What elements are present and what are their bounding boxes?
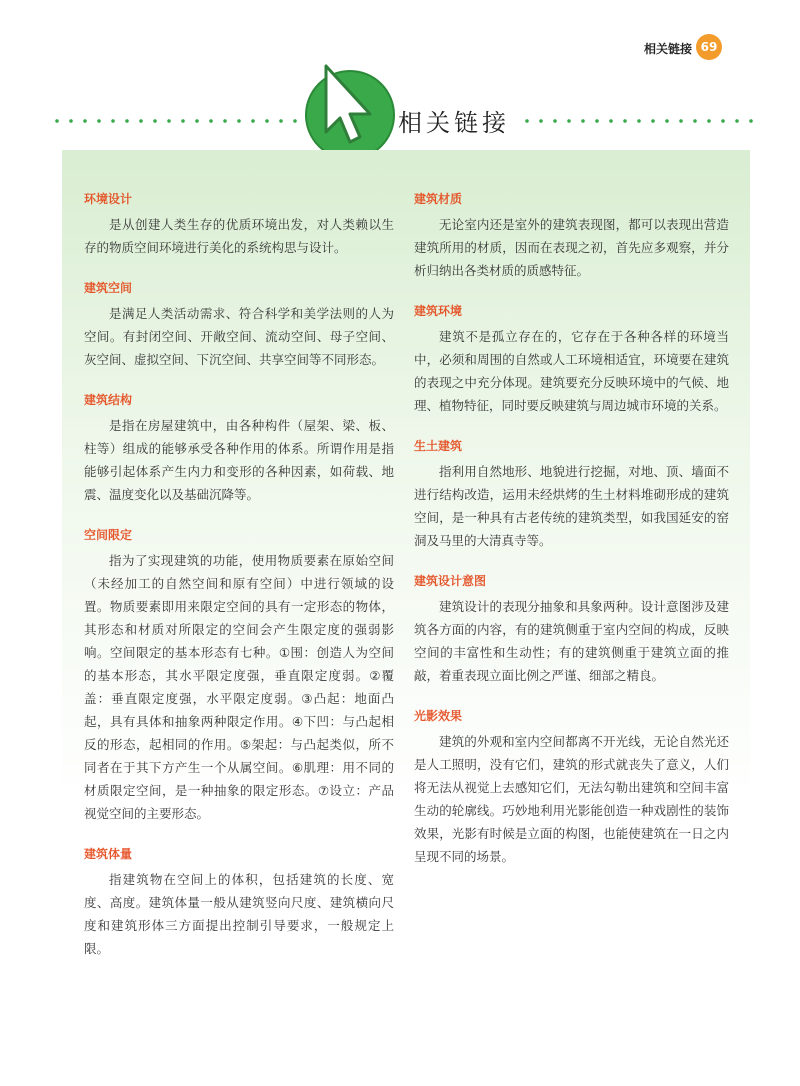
cursor-arrow-icon <box>320 62 380 148</box>
entry-body: 指建筑物在空间上的体积，包括建筑的长度、宽度、高度。建筑体量一般从建筑竖向尺度、建筑横向尺度和建筑形体三方面提出控制引导要求，一般规定上限。 <box>84 872 394 956</box>
entry-earth-architecture <box>414 437 729 552</box>
entry-title: 生土建筑 <box>414 439 463 453</box>
entry-building-volume <box>84 845 394 960</box>
entry-body: 指利用自然地形、地貌进行挖掘，对地、顶、墙面不进行结构改造，运用未经烘烤的生土材料堆砌形成的建筑空间，是一种具有古老传统的建筑类型，如我国延安的窑洞及马里的大清真寺等。 <box>414 464 729 548</box>
entry-architectural-space <box>84 279 394 371</box>
section-heading: 相关链接 <box>398 109 510 137</box>
entry-building-structure <box>84 391 394 506</box>
entry-title: 建筑环境 <box>414 304 463 318</box>
right-column <box>414 190 729 888</box>
entry-title: 环境设计 <box>84 192 133 206</box>
dotted-rule-right <box>520 118 756 124</box>
entry-building-environment <box>414 302 729 417</box>
entry-body: 是满足人类活动需求、符合科学和美学法则的人为空间。有封闭空间、开敞空间、流动空间、母子空间、灰空间、虚拟空间、下沉空间、共享空间等不同形态。 <box>84 306 394 367</box>
entry-title: 建筑材质 <box>414 192 463 206</box>
entry-title: 建筑空间 <box>84 281 133 295</box>
entry-body: 建筑设计的表现分抽象和具象两种。设计意图涉及建筑各方面的内容，有的建筑侧重于室内空间的构成，反映空间的丰富性和生动性；有的建筑侧重于建筑立面的推敲，着重表现立面比例之严谨、细部之精良。 <box>414 599 729 683</box>
entry-light-shadow <box>414 707 729 868</box>
entry-body: 是指在房屋建筑中，由各种构件（屋架、梁、板、柱等）组成的能够承受各种作用的体系。所谓作用是指能够引起体系产生内力和变形的各种因素，如荷载、地震、温度变化以及基础沉降等。 <box>84 418 394 502</box>
page-header-label: 相关链接 <box>643 42 692 56</box>
entry-design-intent <box>414 572 729 687</box>
entry-environment-design <box>84 190 394 259</box>
entry-building-material <box>414 190 729 282</box>
entry-body: 无论室内还是室外的建筑表现图，都可以表现出营造建筑所用的材质，因而在表现之初，首先应多观察，并分析归纳出各类材质的质感特征。 <box>414 217 729 278</box>
entry-space-definition <box>84 526 394 825</box>
entry-body: 建筑不是孤立存在的，它存在于各种各样的环境当中，必须和周围的自然或人工环境相适宜，环境要在建筑的表现之中充分体现。建筑要充分反映环境中的气候、地理、植物特征，同时要反映建筑与周边城市环境的关系。 <box>414 329 729 413</box>
entry-title: 光影效果 <box>414 709 463 723</box>
entry-body: 指为了实现建筑的功能，使用物质要素在原始空间（未经加工的自然空间和原有空间）中进行领域的设置。物质要素即用来限定空间的具有一定形态的物体，其形态和材质对所限定的空间会产生限定度的强弱影响。空间限定的基本形态有七种。①围：创造人为空间的基本形态，其水平限定度强，垂直限定度弱。②覆盖：垂直限定度强，水平限定度弱。③凸起：地面凸起，具有具体和抽象两种限定作用。④下凹：与凸起相反的形态，起相同的作用。⑤架起：与凸起类似，所不同者在于其下方产生一个从属空间。⑥肌理：用不同的材质限定空间，是一种抽象的限定形态。⑦设立：产品视觉空间的主要形态。 <box>84 553 394 821</box>
entry-title: 空间限定 <box>84 528 133 542</box>
entry-body: 是从创建人类生存的优质环境出发，对人类赖以生存的物质空间环境进行美化的系统构思与设计。 <box>84 217 394 255</box>
dotted-rule-left <box>50 118 305 124</box>
entry-title: 建筑结构 <box>84 393 133 407</box>
entry-title: 建筑体量 <box>84 847 133 861</box>
entry-title: 建筑设计意图 <box>414 574 487 588</box>
page-number-badge: 69 <box>696 34 722 60</box>
left-column <box>84 190 394 980</box>
entry-body: 建筑的外观和室内空间都离不开光线，无论自然光还是人工照明，没有它们，建筑的形式就丧失了意义，人们将无法从视觉上去感知它们，无法勾勒出建筑和空间丰富生动的轮廓线。巧妙地利用光影能创造一种戏剧性的装饰效果，光影有时候是立面的构图，也能使建筑在一日之内呈现不同的场景。 <box>414 734 729 864</box>
